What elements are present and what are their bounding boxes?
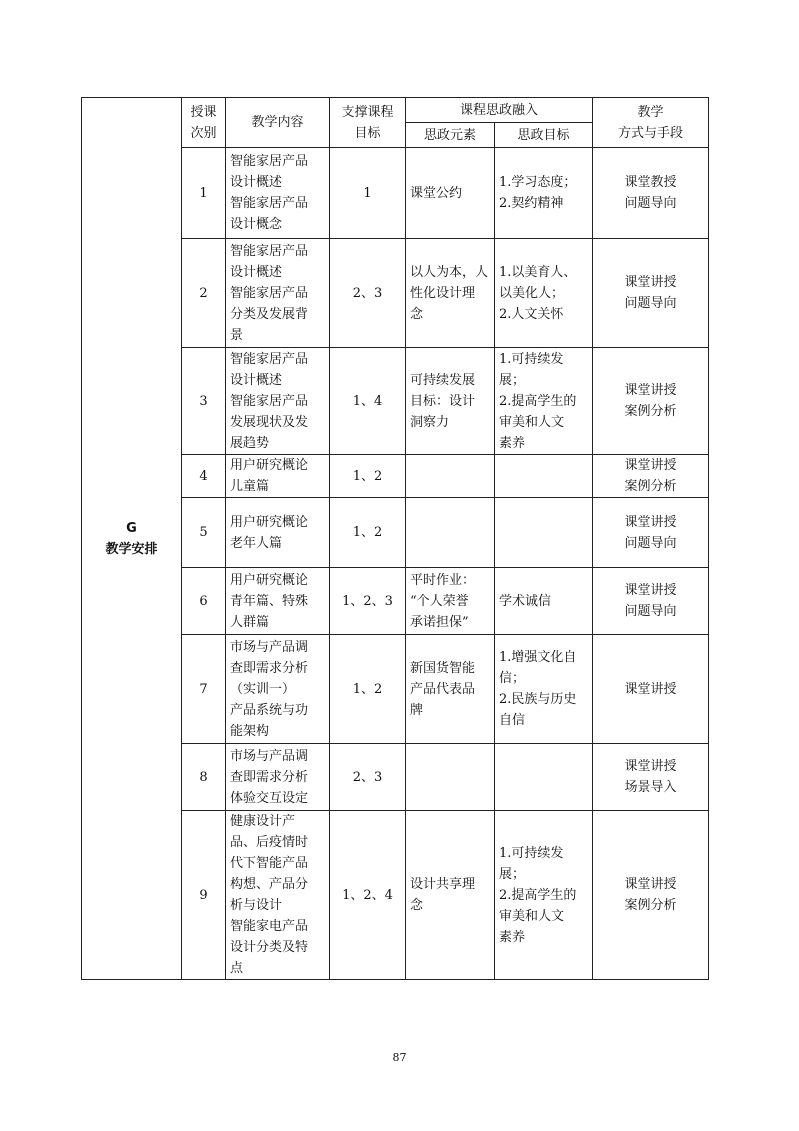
method-cell: 课堂讲授 场景导入 [593,744,709,811]
header-row [82,98,709,123]
content-cell: 用户研究概论 儿童篇 [226,455,330,498]
method-cell: 课堂讲授 [593,635,709,744]
goal-cell: 1.增强文化自 信； 2.民族与历史 自信 [495,635,593,744]
goal-cell: 1.以美育人、 以美化人； 2.人文关怀 [495,239,593,348]
method-cell: 课堂讲授 问题导向 [593,239,709,348]
content-cell: 用户研究概论 青年篇、特殊 人群篇 [226,568,330,635]
header-goal: 思政目标 [495,123,593,148]
goal-cell [495,498,593,568]
content-cell: 市场与产品调 查即需求分析 （实训一） 产品系统与功 能架构 [226,635,330,744]
page-number: 87 [392,1051,407,1064]
target-cell: 1、2 [330,498,406,568]
element-cell: 新国货智能 产品代表品 牌 [406,635,495,744]
content-cell: 健康设计产 品、后疫情时 代下智能产品 构想、产品分 析与设计 智能家电产品 设计分类及特 点 [226,811,330,980]
target-cell: 1、2 [330,635,406,744]
target-cell: 2、3 [330,239,406,348]
target-cell: 1 [330,148,406,239]
session-cell: 2 [182,239,226,348]
element-cell [406,455,495,498]
element-cell: 以人为本，人 性化设计理 念 [406,239,495,348]
method-cell: 课堂讲授 案例分析 [593,811,709,980]
element-cell: 平时作业： “个人荣誉 承诺担保” [406,568,495,635]
header-session: 授课 次别 [182,98,226,148]
content-cell: 智能家居产品 设计概述 智能家居产品 设计概念 [226,148,330,239]
header-target: 支撑课程 目标 [330,98,406,148]
section-title: 教学安排 [105,541,158,557]
goal-cell: 1.可持续发 展； 2.提高学生的 审美和人文 素养 [495,348,593,455]
goal-cell: 学术诚信 [495,568,593,635]
content-cell: 用户研究概论 老年人篇 [226,498,330,568]
element-cell: 课堂公约 [406,148,495,239]
content-cell: 智能家居产品 设计概述 智能家居产品 分类及发展背 景 [226,239,330,348]
session-cell: 5 [182,498,226,568]
header-method: 教学 方式与手段 [593,98,709,148]
section-label-cell [82,98,182,980]
goal-cell: 1.学习态度； 2.契约精神 [495,148,593,239]
element-cell [406,498,495,568]
target-cell: 2、3 [330,744,406,811]
session-cell: 4 [182,455,226,498]
section-code: G [126,520,137,536]
content-cell: 智能家居产品 设计概述 智能家居产品 发展现状及发 展趋势 [226,348,330,455]
header-ideology: 课程思政融入 [406,98,593,123]
goal-cell [495,744,593,811]
session-cell: 7 [182,635,226,744]
session-cell: 6 [182,568,226,635]
target-cell: 1、4 [330,348,406,455]
content-cell: 市场与产品调 查即需求分析 体验交互设定 [226,744,330,811]
header-element: 思政元素 [406,123,495,148]
element-cell: 设计共享理 念 [406,811,495,980]
session-cell: 3 [182,348,226,455]
goal-cell [495,455,593,498]
method-cell: 课堂教授 问题导向 [593,148,709,239]
method-cell: 课堂讲授 案例分析 [593,348,709,455]
element-cell: 可持续发展 目标：设计 洞察力 [406,348,495,455]
header-content: 教学内容 [226,98,330,148]
target-cell: 1、2、3 [330,568,406,635]
teaching-schedule-table [81,97,709,980]
method-cell: 课堂讲授 问题导向 [593,498,709,568]
goal-cell: 1.可持续发 展； 2.提高学生的 审美和人文 素养 [495,811,593,980]
method-cell: 课堂讲授 问题导向 [593,568,709,635]
target-cell: 1、2、4 [330,811,406,980]
session-cell: 9 [182,811,226,980]
session-cell: 1 [182,148,226,239]
element-cell [406,744,495,811]
target-cell: 1、2 [330,455,406,498]
method-cell: 课堂讲授 案例分析 [593,455,709,498]
session-cell: 8 [182,744,226,811]
